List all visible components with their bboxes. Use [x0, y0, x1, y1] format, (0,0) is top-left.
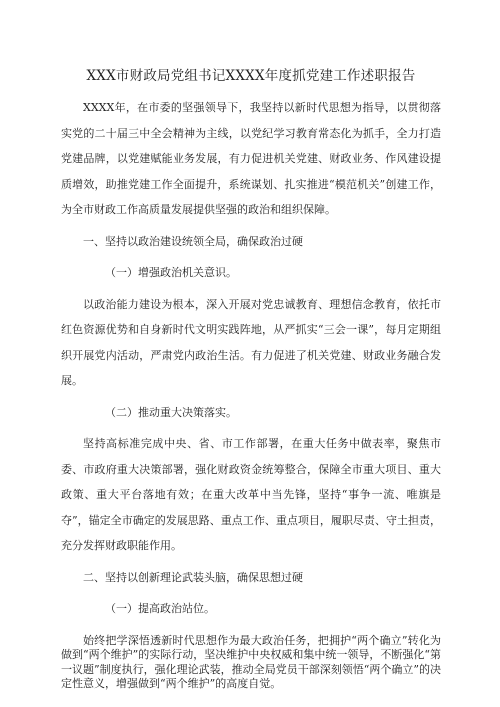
body-paragraph: 以政治能力建设为根本，深入开展对党忠诚教育、理想信念教育，依托市红色资源优势和自身新时代文明实践阵地，从严抓实“三会一课”，每月定期组织开展党内活动，严肃党内政治生活。有力促进了机关党建、财政业务融合发展。: [61, 297, 441, 387]
body-paragraph: 始终把学深悟透新时代思想作为最大政治任务，把拥护“两个确立”转化为做到“两个维护”的实际行动，坚决维护中央权威和集中统一领导，不断强化“第一议题”制度执行，强化理论武装，推动全局党员干部深刻领悟“两个确立”的决定性意义，增强做到“两个维护”的高度自觉。: [61, 633, 441, 690]
intro-paragraph: XXXX年，在市委的坚强领导下，我坚持以新时代思想为指导，以贯彻落实党的二十届三中全会精神为主线，以党纪学习教育常态化为抓手，全力打造党建品牌，以党建赋能业务发展，有力促进机关党建、财政业务、作风建设提质增效，助推党建工作全面提升，系统谋划、扎实推进“模范机关”创建工作，为全市财政工作高质量发展提供坚强的政治和组织保障。: [61, 101, 441, 216]
body-paragraph: 坚持高标准完成中央、省、市工作部署，在重大任务中做表率，聚焦市委、市政府重大决策部署，强化财政资金统筹整合，保障全市重大项目、重大政策、重大平台落地有效；在重大改革中当先锋，坚持“事争一流、唯旗是夺”，锚定全市确定的发展思路、重点工作、重点项目，履职尽责、守土担责，充分发挥财政职能作用。: [61, 437, 441, 552]
section-heading-1: 一、坚持以政治建设统领全局，确保政治过硬: [83, 234, 303, 248]
subsection-heading-1-1: （一）增强政治机关意识。: [105, 266, 237, 279]
section-heading-2: 二、坚持以创新理论武装头脑，确保思想过硬: [83, 570, 303, 584]
subsection-heading-1-2: （二）推动重大决策落实。: [105, 405, 237, 419]
subsection-heading-2-1: （一）提高政治站位。: [105, 602, 215, 615]
document-title: XXX市财政局党组书记XXXX年度抓党建工作述职报告: [86, 68, 416, 84]
